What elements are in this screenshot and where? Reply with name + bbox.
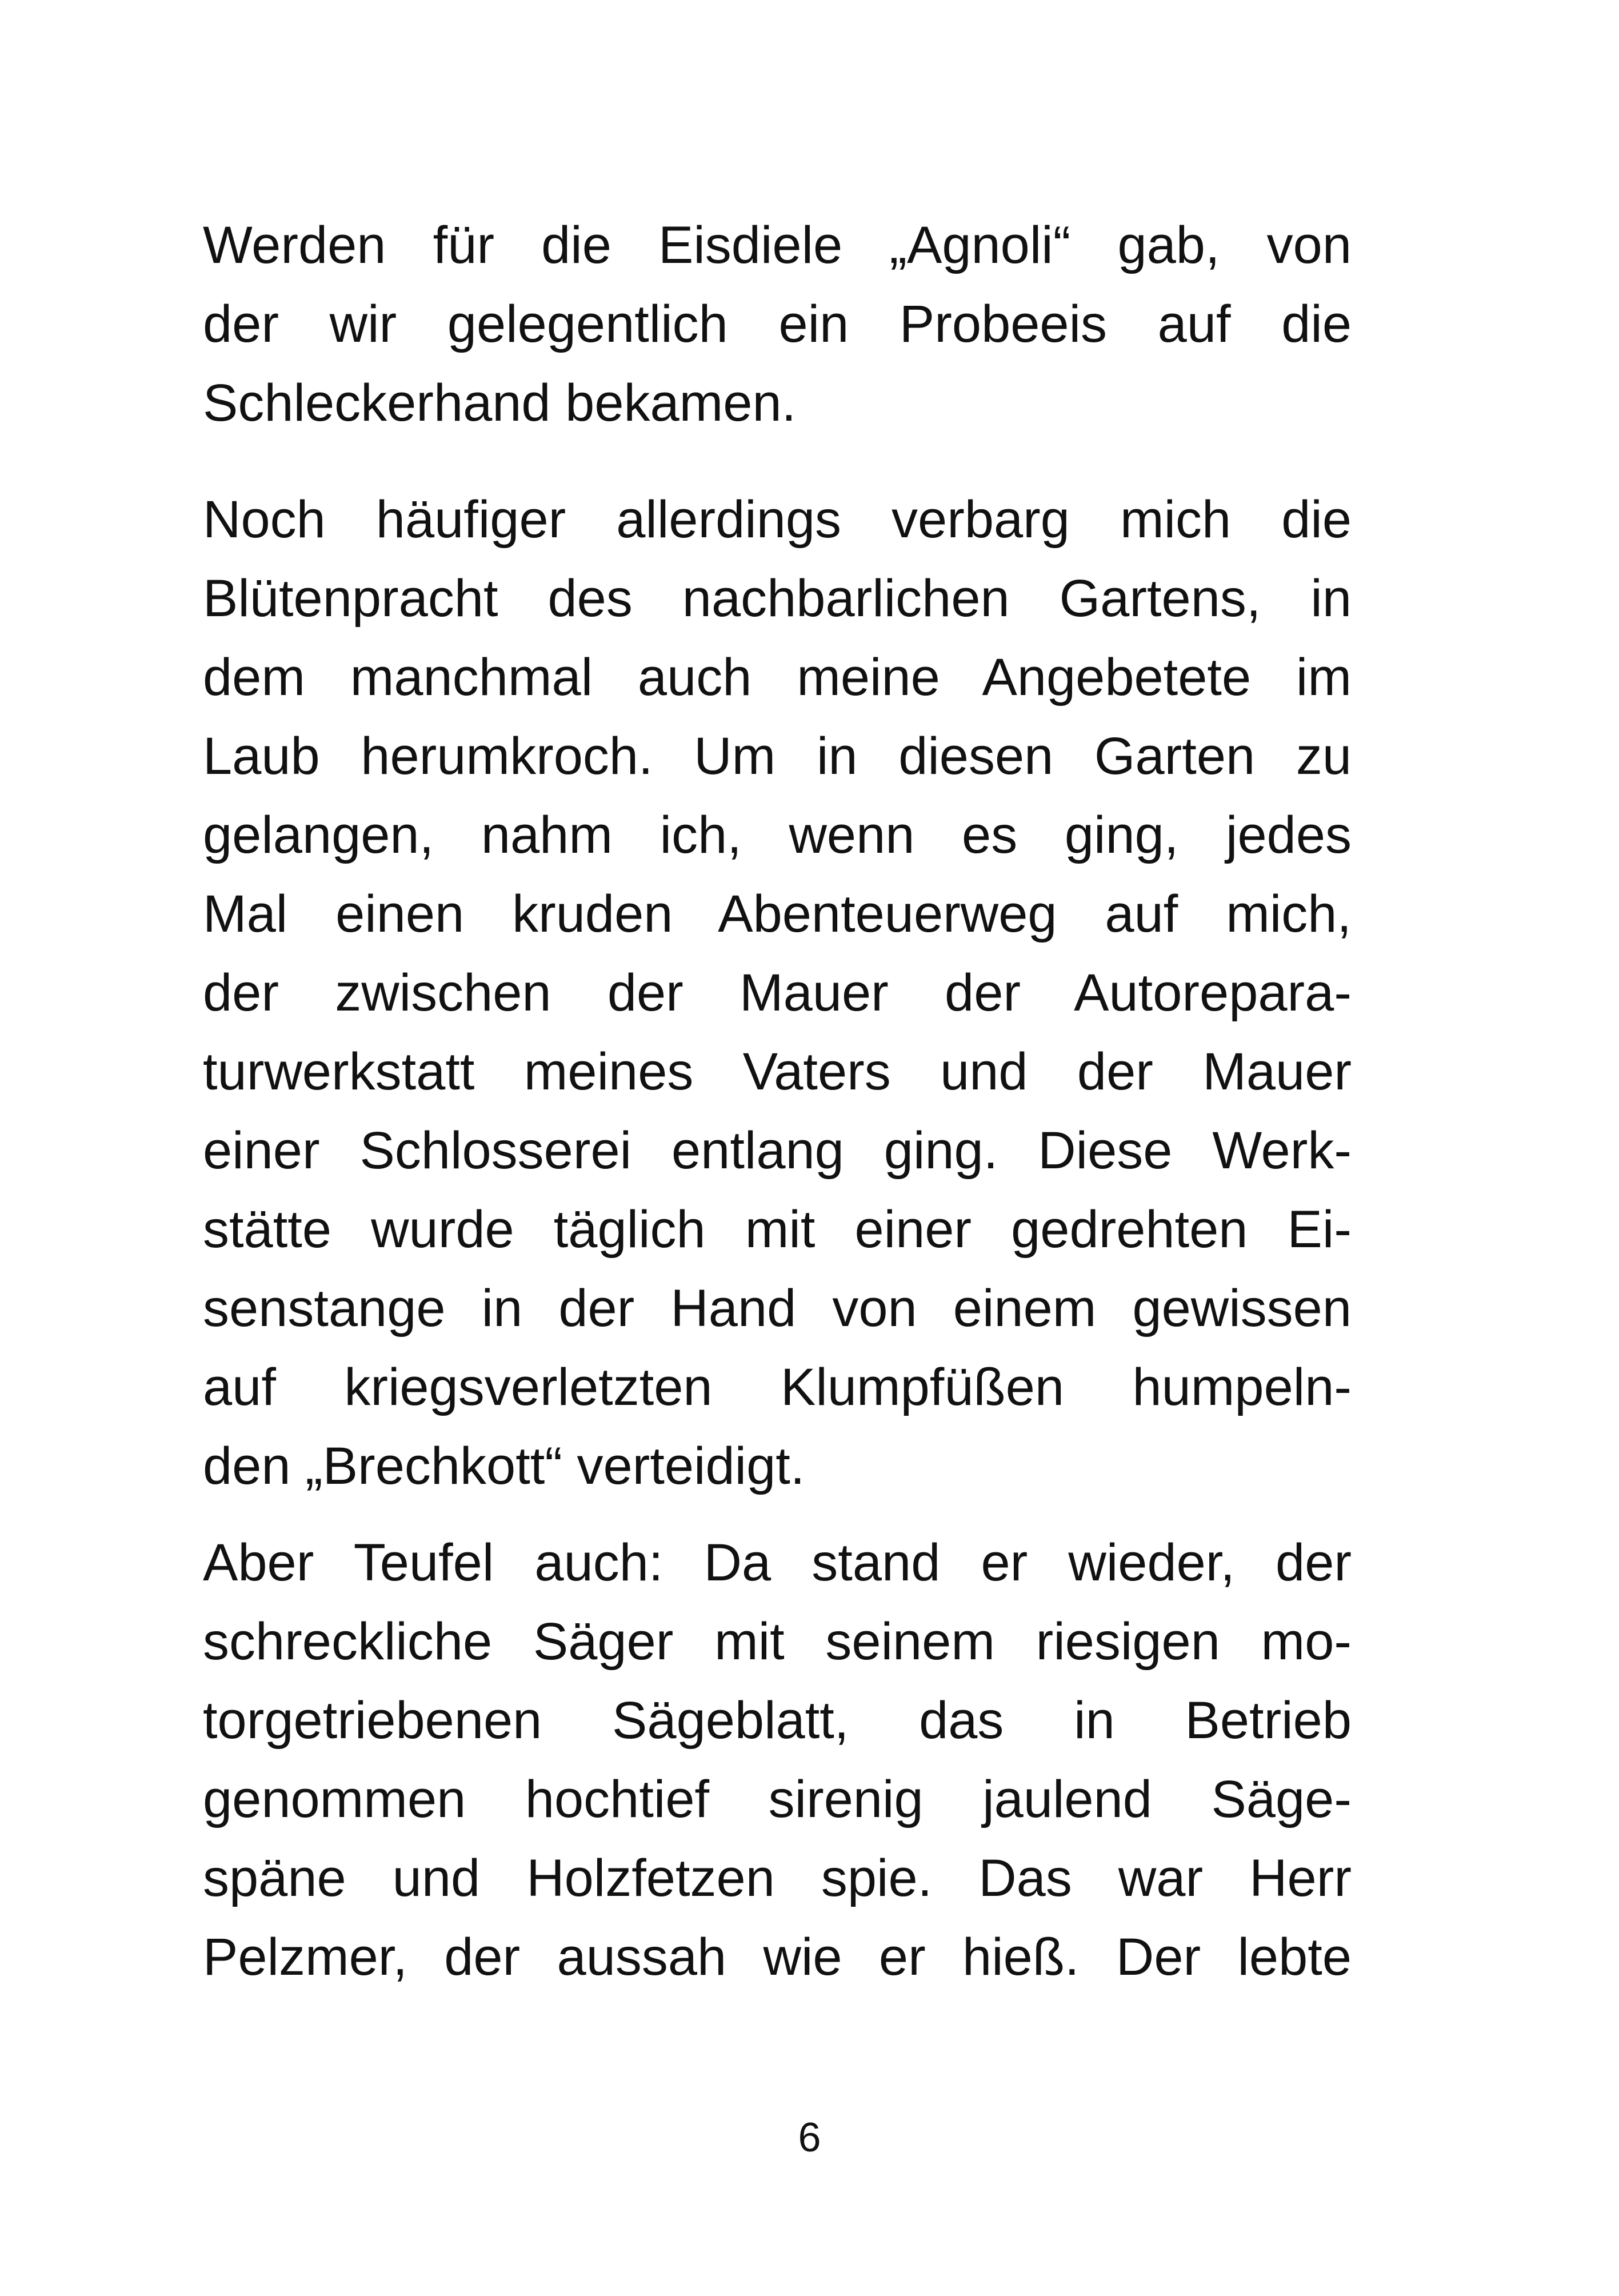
text-line: der zwischen der Mauer der Autorepara- (203, 964, 1352, 1022)
text-line: turwerkstatt meines Vaters und der Mauer (203, 1043, 1352, 1101)
text-line: Werden für die Eisdiele „Agnoli“ gab, von (203, 216, 1352, 274)
text-line: torgetriebenen Sägeblatt, das in Betrieb (203, 1691, 1352, 1750)
text-line: Laub herumkroch. Um in diesen Garten zu (203, 727, 1352, 785)
text-line: Noch häufiger allerdings verbarg mich die (203, 490, 1352, 549)
text-line: dem manchmal auch meine Angebetete im (203, 648, 1352, 706)
text-line: Mal einen kruden Abenteuerweg auf mich, (203, 885, 1352, 943)
text-line: den „Brechkott“ verteidigt. (203, 1437, 805, 1495)
text-line: auf kriegsverletzten Klumpfüßen humpeln- (203, 1358, 1352, 1416)
paragraph-2 (203, 480, 1352, 1506)
paragraph-1 (203, 206, 1352, 442)
text-line: senstange in der Hand von einem gewissen (203, 1279, 1352, 1337)
text-line: gelangen, nahm ich, wenn es ging, jedes (203, 806, 1352, 864)
text-line: Blütenpracht des nachbarlichen Gartens, in (203, 569, 1352, 628)
text-line: der wir gelegentlich ein Probeeis auf die (203, 295, 1352, 353)
text-line: späne und Holzfetzen spie. Das war Herr (203, 1849, 1352, 1907)
text-line: Aber Teufel auch: Da stand er wieder, der (203, 1534, 1352, 1592)
text-line: genommen hochtief sirenig jaulend Säge- (203, 1770, 1352, 1828)
text-line: Pelzmer, der aussah wie er hieß. Der lebte (203, 1928, 1352, 1986)
text-line: einer Schlosserei entlang ging. Diese Werk- (203, 1121, 1352, 1180)
paragraph-3 (203, 1523, 1352, 1996)
page-number: 6 (798, 2115, 821, 2161)
text-line: Schleckerhand bekamen. (203, 374, 797, 432)
text-line: schreckliche Säger mit seinem riesigen mo- (203, 1612, 1352, 1671)
text-line: stätte wurde täglich mit einer gedrehten Ei- (203, 1200, 1352, 1259)
